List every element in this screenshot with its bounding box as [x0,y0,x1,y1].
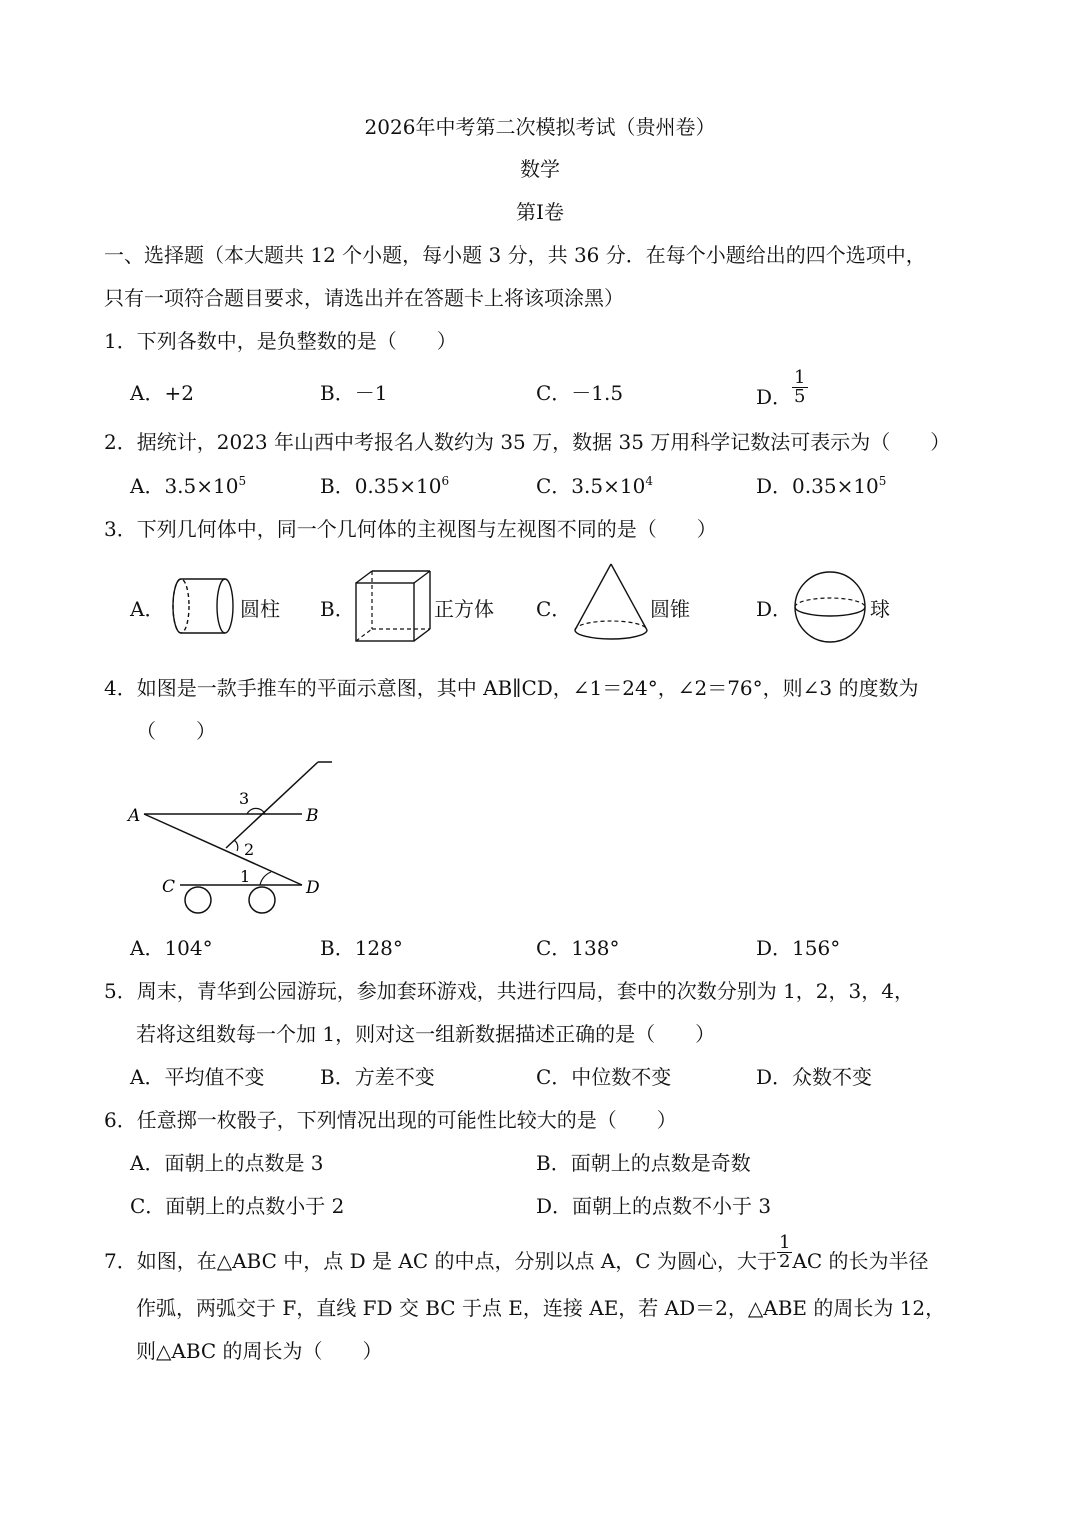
cube-figure [354,569,434,645]
wheel-right [249,887,275,913]
line-ad [144,814,302,885]
q2-option-b [320,473,449,499]
q7-stem-line1 [104,1234,929,1271]
q2-c-exp: 4 [645,474,653,488]
q6-option-c: C．面朝上的点数小于 2 [130,1194,345,1218]
q5-stem-line1: 5．周末，青华到公园游玩，参加套环游戏，共进行四局，套中的次数分别为 1，2，3，4， [104,979,914,1003]
q2-d-exp: 5 [878,474,887,488]
q2-option-a [130,473,246,499]
q5-option-b: B．方差不变 [320,1065,435,1089]
volume-title: 第Ⅰ卷 [516,200,564,224]
q2-a-base: A．3.5×10 [130,474,239,498]
q4-option-d: D．156° [756,936,841,960]
label-angle-2: 2 [244,840,255,859]
label-angle-3: 3 [239,789,250,808]
q7-frac-denominator: 2 [778,1251,791,1272]
q1-option-c: C．－1.5 [536,381,624,405]
q1-option-d-fraction [792,369,807,406]
q3-option-a-label: 圆柱 [240,597,280,621]
q1-option-d-prefix: D． [756,385,793,409]
label-c: C [162,877,176,897]
q2-d-base: D．0.35×10 [756,474,879,498]
q7-fraction [777,1234,792,1271]
angle-2-arc [234,840,238,851]
cone-figure [572,562,652,646]
label-a: A [128,806,141,826]
q5-stem-line2: 若将这组数每一个加 1，则对这一组新数据描述正确的是（ ） [136,1022,716,1046]
q2-b-base: B．0.35×10 [320,474,442,498]
q7-stem-line3: 则△ABC 的周长为（ ） [136,1339,383,1363]
q7-frac-numerator: 1 [778,1232,791,1253]
q3-option-b-label: 正方体 [434,597,494,621]
q3-option-c-prefix: C． [536,597,572,621]
label-d: D [306,878,320,898]
q6-option-b: B．面朝上的点数是奇数 [536,1151,751,1175]
q2-b-exp: 6 [441,474,450,488]
label-angle-1: 1 [240,867,251,886]
section-intro-line1: 一、选择题（本大题共 12 个小题，每小题 3 分，共 36 分．在每个小题给出的四个选项中， [104,243,926,267]
q3-option-d-label: 球 [870,597,890,621]
q6-stem: 6．任意掷一枚骰子，下列情况出现的可能性比较大的是（ ） [104,1108,677,1132]
exam-title: 2026年中考第二次模拟考试（贵州卷） [364,115,716,139]
q1-d-numerator: 1 [794,367,806,388]
label-b: B [306,806,319,826]
q2-stem: 2．据统计，2023 年山西中考报名人数约为 35 万，数据 35 万用科学记数法可表示为（ ） [104,430,951,454]
cart-figure [120,752,340,922]
q4-stem: 4．如图是一款手推车的平面示意图，其中 AB∥CD，∠1＝24°，∠2＝76°，则∠3 的度数为 [104,676,919,700]
subject-title: 数学 [520,157,560,181]
q4-option-c: C．138° [536,936,620,960]
cylinder-figure [166,576,240,638]
wheel-left [185,887,211,913]
q7-stem-line2: 作弧，两弧交于 F，直线 FD 交 BC 于点 E，连接 AE，若 AD＝2，△ABE 的周长为 12， [136,1296,946,1320]
q2-c-base: C．3.5×10 [536,474,646,498]
q4-option-b: B．128° [320,936,403,960]
q1-option-a: A．+2 [130,381,194,405]
q5-option-c: C．中位数不变 [536,1065,672,1089]
q3-option-d-prefix: D． [756,597,793,621]
sphere-figure [792,570,872,646]
q4-option-a: A．104° [130,936,213,960]
q5-option-d: D．众数不变 [756,1065,873,1089]
q6-option-d: D．面朝上的点数不小于 3 [536,1194,772,1218]
q7-stem-line1-post: AC 的长为半径 [792,1249,929,1273]
q3-option-a-prefix: A． [130,597,165,621]
q3-stem: 3．下列几何体中，同一个几何体的主视图与左视图不同的是（ ） [104,517,717,541]
q1-d-denominator: 5 [794,386,806,407]
q3-option-b-prefix: B． [320,597,355,621]
q3-option-c-label: 圆锥 [650,597,690,621]
section-intro-line2: 只有一项符合题目要求，请选出并在答题卡上将该项涂黑） [104,286,624,310]
q6-option-a: A．面朝上的点数是 3 [130,1151,324,1175]
q2-a-exp: 5 [238,474,247,488]
q2-option-c [536,473,653,499]
angle-1-arc [260,872,271,885]
q7-stem-line1-pre: 7．如图，在△ABC 中，点 D 是 AC 的中点，分别以点 A，C 为圆心，大于 [104,1249,777,1273]
q1-option-b: B．－1 [320,381,388,405]
q4-paren: （ ） [136,719,216,743]
q1-option-d [756,367,808,409]
q2-option-d [756,473,886,499]
q1-stem: 1．下列各数中，是负整数的是（ ） [104,329,457,353]
q5-option-a: A．平均值不变 [130,1065,265,1089]
